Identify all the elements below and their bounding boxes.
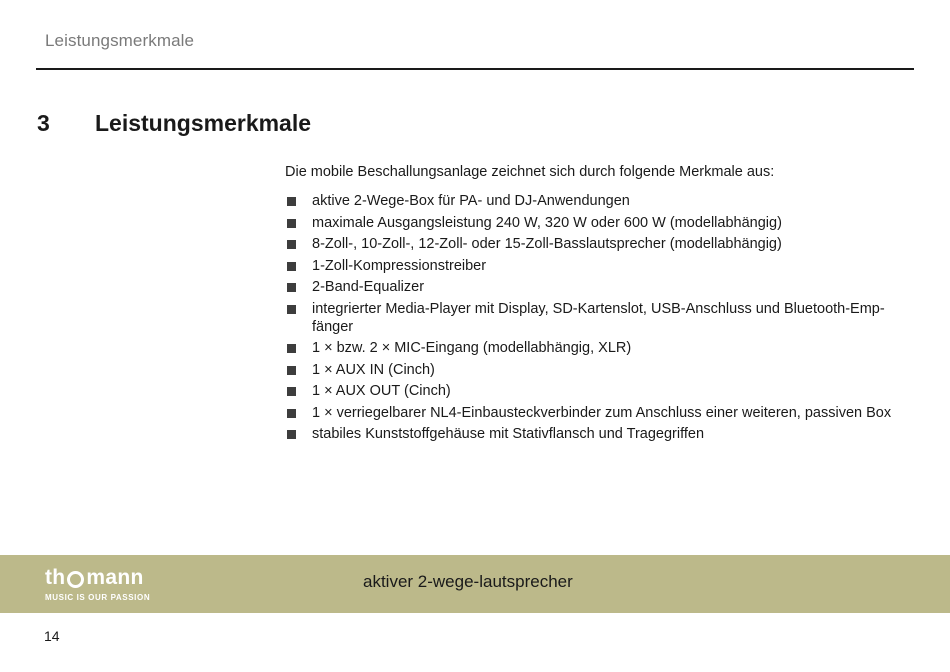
feature-text: 2-Band-Equalizer [312, 279, 425, 295]
intro-text: Die mobile Beschallungsanlage zeichnet sich durch folgende Merkmale aus: [285, 164, 775, 180]
product-name: aktiver 2-wege-lautsprecher [363, 572, 573, 591]
feature-item [285, 361, 910, 379]
feature-text: aktive 2-Wege-Box für PA- und DJ-Anwendungen [312, 193, 630, 209]
feature-text: 1 × AUX IN (Cinch) [312, 361, 435, 378]
brand-wordmark [45, 567, 150, 589]
brand-prefix: th [45, 566, 66, 589]
feature-text: 8-Zoll-, 10-Zoll-, 12-Zoll- oder 15-Zoll-Basslautsprecher (modellabhängig) [312, 236, 782, 252]
chapter-number: 3 [37, 110, 50, 136]
square-bullet-icon [287, 366, 296, 375]
feature-item [285, 300, 910, 336]
feature-item [285, 425, 910, 443]
square-bullet-icon [287, 430, 296, 439]
page-number: 14 [44, 628, 60, 644]
square-bullet-icon [287, 387, 296, 396]
feature-list [285, 192, 910, 447]
feature-text: maximale Ausgangsleistung 240 W, 320 W oder 600 W (modellabhängig) [312, 214, 782, 231]
square-bullet-icon [287, 197, 296, 206]
feature-item [285, 404, 910, 422]
feature-text: stabiles Kunststoffgehäuse mit Stativflansch und Tragegriffen [312, 426, 705, 442]
thomann-logo [45, 567, 150, 602]
chapter-title: Leistungsmerkmale [95, 110, 312, 136]
header-rule [36, 68, 914, 70]
feature-text: 1-Zoll-Kompressionstreiber [312, 257, 487, 274]
feature-text: 1 × bzw. 2 × MIC-Eingang (modellabhängig, XLR) [312, 340, 632, 356]
feature-item [285, 257, 910, 275]
square-bullet-icon [287, 344, 296, 353]
feature-item [285, 382, 910, 400]
feature-item [285, 235, 910, 253]
feature-item [285, 192, 910, 210]
feature-text: integrierter Media-Player mit Display, SD-Kartenslot, USB-Anschluss und Bluetooth-Emp-fänger [312, 300, 885, 335]
feature-text: 1 × AUX OUT (Cinch) [312, 383, 451, 399]
brand-suffix: mann [86, 566, 144, 589]
feature-item [285, 339, 910, 357]
square-bullet-icon [287, 262, 296, 271]
logo-ring-icon [67, 571, 84, 588]
square-bullet-icon [287, 219, 296, 228]
square-bullet-icon [287, 409, 296, 418]
brand-tagline: MUSIC IS OUR PASSION [45, 593, 151, 602]
feature-item [285, 278, 910, 296]
feature-item [285, 214, 910, 232]
feature-text: 1 × verriegelbarer NL4-Einbausteckverbinder zum Anschluss einer weiteren, passiven Box [312, 404, 892, 421]
running-header: Leistungsmerkmale [45, 31, 195, 50]
square-bullet-icon [287, 305, 296, 314]
square-bullet-icon [287, 240, 296, 249]
square-bullet-icon [287, 283, 296, 292]
